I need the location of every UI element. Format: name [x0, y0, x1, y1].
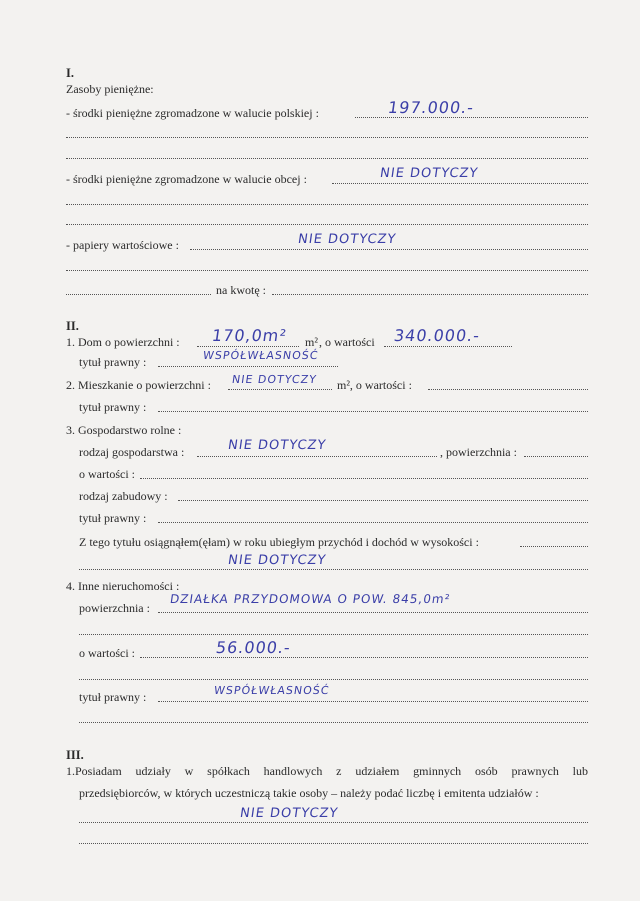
pln-funds-line	[355, 117, 588, 118]
other-worth-label: o wartości :	[79, 646, 135, 660]
flat-value-line	[428, 389, 588, 390]
blank-line	[79, 843, 588, 844]
blank-line	[66, 204, 588, 205]
section-3-number: III.	[66, 748, 84, 762]
amount-prefix-line	[66, 294, 211, 295]
pln-funds-label: - środki pieniężne zgromadzone w walucie polskiej :	[66, 106, 319, 120]
m2-unit: m²	[305, 335, 318, 349]
pln-funds-value: 197.000.-	[386, 98, 476, 117]
farm-worth-line	[140, 478, 588, 479]
foreign-funds-value: NIE DOTYCZY	[378, 166, 480, 181]
farm-income-line-2	[79, 569, 588, 570]
farm-title-label: tytuł prawny :	[79, 511, 147, 525]
house-value-line	[384, 346, 512, 347]
other-title-label: tytuł prawny :	[79, 690, 147, 704]
section-1-number: I.	[66, 66, 74, 80]
farm-worth-label: o wartości :	[79, 467, 135, 481]
flat-area-label: 2. Mieszkanie o powierzchni :	[66, 378, 211, 392]
securities-label: - papiery wartościowe :	[66, 238, 179, 252]
other-area-line	[158, 612, 588, 613]
amount-label: na kwotę :	[216, 283, 266, 297]
securities-value: NIE DOTYCZY	[296, 232, 398, 247]
flat-area-value: NIE DOTYCZY	[231, 373, 318, 386]
farm-title-line	[158, 522, 588, 523]
shares-question-line-2: przedsiębiorców, w których uczestniczą takie osoby – należy podać liczbę i emitenta udziałów :	[79, 786, 539, 800]
section-1-heading: Zasoby pieniężne:	[66, 82, 154, 96]
farm-type-line	[197, 456, 437, 457]
other-worth-value: 56.000.-	[214, 638, 293, 657]
house-title-label: tytuł prawny :	[79, 355, 147, 369]
flat-value-label: m², o wartości :	[337, 378, 412, 392]
section-2-number: II.	[66, 319, 79, 333]
blank-line	[66, 224, 588, 225]
farm-income-label: Z tego tytułu osiągnąłem(ęłam) w roku ubiegłym przychód i dochód w wysokości :	[79, 535, 479, 549]
house-title-line	[158, 366, 338, 367]
blank-line	[79, 634, 588, 635]
house-value-label: , o wartości	[319, 335, 375, 349]
farm-building-line	[178, 500, 588, 501]
farm-area-line	[524, 456, 588, 457]
amount-line	[272, 294, 588, 295]
flat-area-line	[228, 389, 332, 390]
house-area-label: 1. Dom o powierzchni :	[66, 335, 180, 349]
farm-building-label: rodzaj zabudowy :	[79, 489, 168, 503]
blank-line	[79, 679, 588, 680]
foreign-funds-label: - środki pieniężne zgromadzone w walucie obcej :	[66, 172, 307, 186]
flat-title-line	[158, 411, 588, 412]
blank-line	[66, 270, 588, 271]
house-area-line	[197, 346, 299, 347]
securities-line	[190, 249, 588, 250]
farm-label: 3. Gospodarstwo rolne :	[66, 423, 182, 437]
shares-value: NIE DOTYCZY	[238, 806, 340, 821]
farm-type-value: NIE DOTYCZY	[226, 438, 328, 453]
house-title-value: WSPÓŁWŁASNOŚĆ	[202, 349, 320, 362]
flat-title-label: tytuł prawny :	[79, 400, 147, 414]
blank-line	[79, 722, 588, 723]
house-value: 340.000.-	[392, 326, 482, 345]
blank-line	[66, 158, 588, 159]
shares-question-line-1: 1.Posiadam udziały w spółkach handlowych z udziałem gminnych osób prawnych lub	[66, 764, 588, 778]
farm-income-value: NIE DOTYCZY	[226, 553, 328, 568]
farm-type-label: rodzaj gospodarstwa :	[79, 445, 185, 459]
other-area-value: DZIAŁKA PRZYDOMOWA O POW. 845,0m²	[169, 592, 452, 606]
other-property-label: 4. Inne nieruchomości :	[66, 579, 180, 593]
shares-line	[79, 822, 588, 823]
farm-area-label: , powierzchnia :	[440, 445, 517, 459]
other-worth-line	[140, 657, 588, 658]
other-title-value: WSPÓŁWŁASNOŚĆ	[213, 684, 331, 697]
other-title-line	[158, 701, 588, 702]
blank-line	[66, 137, 588, 138]
house-area-value: 170,0m²	[210, 326, 289, 345]
foreign-funds-line	[332, 183, 588, 184]
other-area-label: powierzchnia :	[79, 601, 150, 615]
farm-income-line	[520, 546, 588, 547]
